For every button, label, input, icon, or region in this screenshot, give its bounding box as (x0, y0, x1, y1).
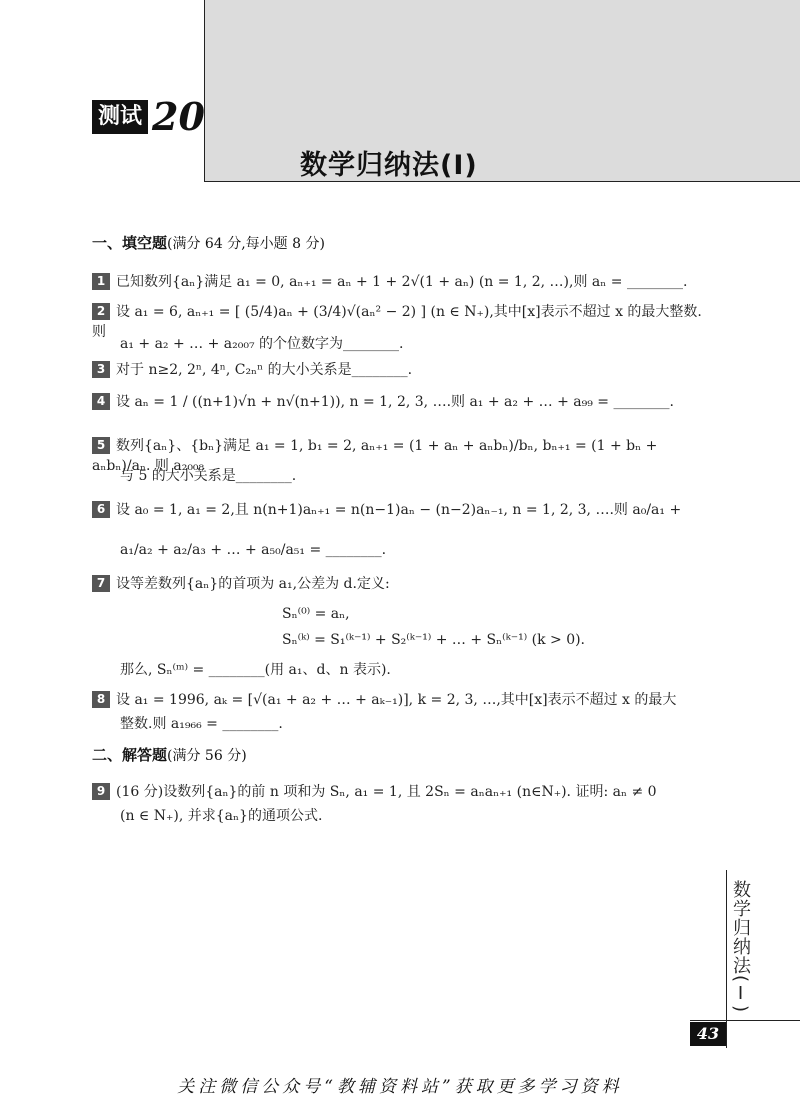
question-number: 4 (92, 393, 110, 410)
question-6-cont: a₁/a₂ + a₂/a₃ + … + a₅₀/a₅₁ = ________. (120, 542, 387, 558)
test-number: 20 (152, 94, 205, 139)
question-number: 3 (92, 361, 110, 378)
question-8 (92, 690, 712, 710)
question-number: 6 (92, 501, 110, 518)
side-chapter-title: 数学归纳法(Ⅰ) (730, 880, 751, 1014)
test-label: 测试 (92, 100, 148, 134)
section-title: 二、解答题 (92, 746, 168, 764)
question-2-cont: a₁ + a₂ + … + a₂₀₀₇ 的个位数字为________. (120, 336, 404, 352)
question-4 (92, 392, 712, 412)
formula-line-1: Sₙ⁽⁰⁾ = aₙ, (282, 606, 350, 622)
question-text: 设 aₙ = 1 / ((n+1)√n + n√(n+1)), n = 1, 2, 3, ….则 a₁ + a₂ + … + a₉₉ = ________. (116, 394, 674, 410)
question-9-cont: (n ∈ N₊), 并求{aₙ}的通项公式. (120, 808, 323, 824)
question-number: 2 (92, 303, 110, 320)
header-divider (204, 0, 205, 182)
section-note: (满分 64 分,每小题 8 分) (167, 236, 325, 252)
question-text: 已知数列{aₙ}满足 a₁ = 0, aₙ₊₁ = aₙ + 1 + 2√(1 + aₙ) (n = 1, 2, …),则 aₙ = ________. (116, 274, 688, 290)
question-7-cont: 那么, Sₙ⁽ᵐ⁾ = ________(用 a₁、d、n 表示). (120, 662, 391, 678)
question-text: 设 a₁ = 1996, aₖ = [√(a₁ + a₂ + … + aₖ₋₁)], k = 2, 3, …,其中[x]表示不超过 x 的最大 (116, 692, 677, 708)
section-answer (92, 744, 247, 765)
question-number: 8 (92, 691, 110, 708)
question-number: 5 (92, 437, 110, 454)
question-text: (16 分)设数列{aₙ}的前 n 项和为 Sₙ, a₁ = 1, 且 2Sₙ = aₙaₙ₊₁ (n∈N₊). 证明: aₙ ≠ 0 (116, 784, 657, 800)
question-8-cont: 整数.则 a₁₉₆₆ = ________. (120, 716, 283, 732)
question-text: 数列{aₙ}、{bₙ}满足 a₁ = 1, b₁ = 2, aₙ₊₁ = (1 + aₙ + aₙbₙ)/bₙ, bₙ₊₁ = (1 + bₙ + aₙbₙ)/aₙ. 则 a₂₀₀₈ (92, 438, 658, 474)
question-6 (92, 500, 712, 520)
question-number: 7 (92, 575, 110, 592)
question-1 (92, 272, 712, 292)
formula-line-2: Sₙ⁽ᵏ⁾ = S₁⁽ᵏ⁻¹⁾ + S₂⁽ᵏ⁻¹⁾ + … + Sₙ⁽ᵏ⁻¹⁾ (k > 0). (282, 632, 586, 648)
section-note: (满分 56 分) (167, 748, 247, 764)
question-number: 1 (92, 273, 110, 290)
question-7 (92, 574, 712, 594)
page-rule (690, 1020, 800, 1021)
question-text: 设等差数列{aₙ}的首项为 a₁,公差为 d.定义: (116, 576, 390, 592)
question-3 (92, 360, 712, 380)
question-5-cont: 与 5 的大小关系是________. (120, 468, 297, 484)
header-rule (204, 181, 800, 182)
test-badge (92, 94, 205, 139)
footer-note: 关注微信公众号“教辅资料站”获取更多学习资料 (177, 1077, 623, 1097)
question-text: 设 a₀ = 1, a₁ = 2,且 n(n+1)aₙ₊₁ = n(n−1)aₙ − (n−2)aₙ₋₁, n = 1, 2, 3, ….则 a₀/a₁ + (116, 502, 682, 518)
question-text: 设 a₁ = 6, aₙ₊₁ = [ (5/4)aₙ + (3/4)√(aₙ² − 2) ] (n ∈ N₊),其中[x]表示不超过 x 的最大整数.则 (92, 304, 702, 340)
page-title: 数学归纳法(Ⅰ) (300, 150, 478, 181)
question-text: 对于 n≥2, 2ⁿ, 4ⁿ, C₂ₙⁿ 的大小关系是________. (116, 362, 413, 378)
page-number: 43 (690, 1022, 726, 1046)
header-panel (204, 0, 800, 182)
question-9 (92, 782, 712, 802)
question-number: 9 (92, 783, 110, 800)
section-fill-in (92, 232, 325, 253)
section-title: 一、填空题 (92, 234, 168, 252)
